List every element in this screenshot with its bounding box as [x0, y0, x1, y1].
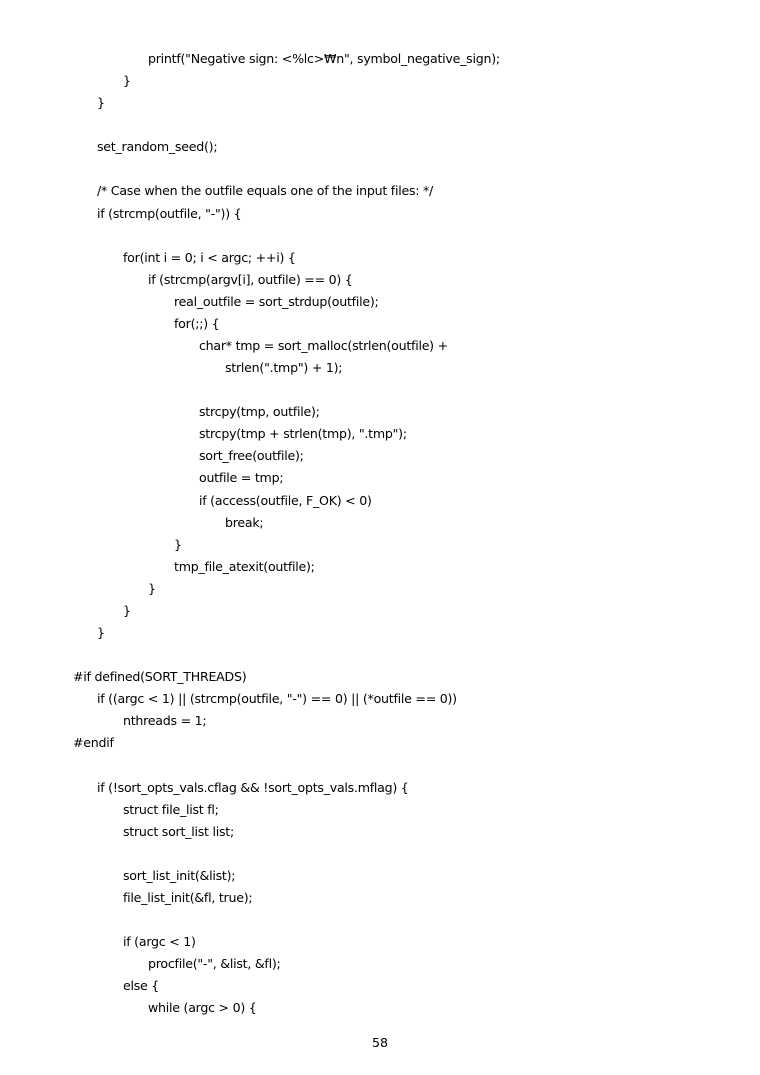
blank-line — [0, 158, 760, 180]
blank-line — [0, 644, 760, 666]
code-line: while (argc > 0) { — [148, 1000, 257, 1016]
page-number: 58 — [371, 1035, 389, 1050]
code-line: for(int i = 0; i < argc; ++i) { — [123, 249, 296, 265]
code-line: } — [148, 580, 156, 596]
code-line: /* Case when the outfile equals one of the input files: */ — [97, 183, 434, 199]
blank-line — [0, 909, 760, 931]
code-line: else { — [123, 978, 160, 994]
blank-line — [0, 843, 760, 865]
code-line: if (access(outfile, F_OK) < 0) — [199, 492, 372, 508]
code-line: strcpy(tmp + strlen(tmp), ".tmp"); — [199, 426, 407, 442]
blank-line — [0, 114, 760, 136]
code-line: if ((argc < 1) || (strcmp(outfile, "-") == 0) || (*outfile == 0)) — [97, 691, 457, 707]
code-line: nthreads = 1; — [123, 713, 207, 729]
code-line: struct sort_list list; — [123, 823, 234, 839]
code-line: if (strcmp(argv[i], outfile) == 0) { — [148, 271, 353, 287]
code-line: tmp_file_atexit(outfile); — [174, 558, 315, 574]
code-line: procfile("-", &list, &fl); — [148, 956, 281, 972]
code-line: break; — [225, 514, 264, 530]
code-listing — [0, 48, 760, 1019]
code-line: printf("Negative sign: <%lc>₩n", symbol_negative_sign); — [148, 51, 500, 66]
code-line: if (argc < 1) — [123, 934, 196, 950]
code-line: } — [97, 95, 105, 111]
code-line: file_list_init(&fl, true); — [123, 889, 253, 905]
code-line: real_outfile = sort_strdup(outfile); — [174, 293, 379, 309]
blank-line — [0, 755, 760, 777]
code-line: } — [97, 625, 105, 641]
code-line: for(;;) { — [174, 315, 220, 331]
code-line: outfile = tmp; — [199, 470, 284, 486]
blank-line — [0, 225, 760, 247]
code-line: #endif — [73, 735, 114, 751]
code-line: char* tmp = sort_malloc(strlen(outfile) + — [199, 338, 448, 354]
code-line: } — [123, 73, 131, 89]
code-line: if (!sort_opts_vals.cflag && !sort_opts_vals.mflag) { — [97, 779, 409, 795]
code-line: } — [123, 602, 131, 618]
blank-line — [0, 379, 760, 401]
code-line: } — [174, 536, 182, 552]
code-line: if (strcmp(outfile, "-")) { — [97, 205, 242, 221]
code-line: strlen(".tmp") + 1); — [225, 360, 343, 376]
code-line: sort_free(outfile); — [199, 448, 304, 464]
code-line: #if defined(SORT_THREADS) — [73, 669, 247, 685]
code-line: sort_list_init(&list); — [123, 867, 236, 883]
code-line: strcpy(tmp, outfile); — [199, 404, 320, 420]
code-line: struct file_list fl; — [123, 801, 219, 817]
code-line: set_random_seed(); — [97, 139, 218, 155]
